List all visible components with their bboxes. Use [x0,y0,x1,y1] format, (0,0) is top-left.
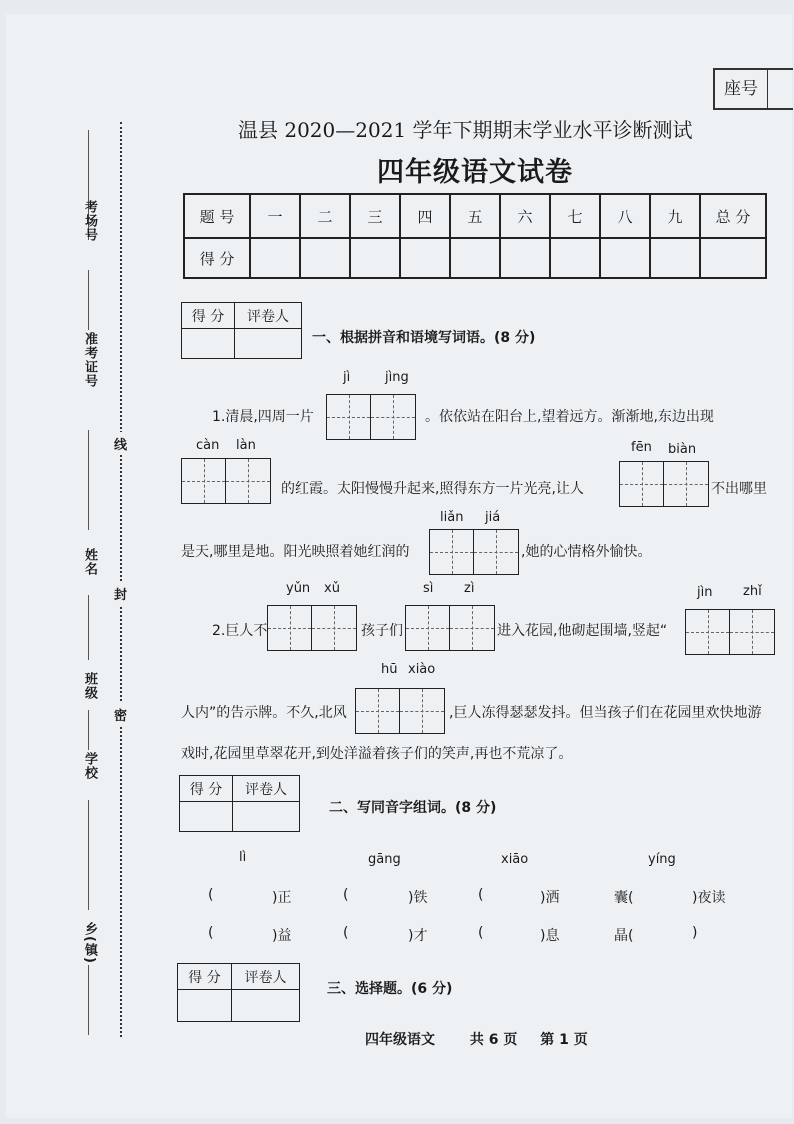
pinyin: xǔ [324,581,340,596]
side-line-3 [88,430,89,530]
footer [365,1029,588,1049]
score-table-col: 八 [600,194,650,238]
writing-grid[interactable] [429,529,519,575]
text-line: 2.巨人不 [212,623,268,639]
score-cell [450,238,500,278]
seal-dotted-line [120,122,122,1037]
writing-grid[interactable] [355,688,445,734]
word-paren: ( [478,887,484,903]
score-table-row-label: 得 分 [184,238,250,278]
text-line: 进入花园,他砌起围墙,竖起“ [497,623,668,639]
score-table-col: 七 [550,194,600,238]
score-cell [250,238,300,278]
pinyin: gāng [368,852,401,867]
footer-subject: 四年级语文 [365,1032,435,1048]
word-paren: 晶( [614,928,634,944]
grader-label: 评卷人 [233,776,300,802]
grader-label: 评卷人 [232,964,300,990]
section1-heading: 一、根据拼音和语境写词语。(8 分) [312,330,536,346]
side-label-ticket-number: 准考证号 [82,332,97,388]
pinyin: hū [381,662,398,677]
word-blank[interactable]: )益 [272,928,292,944]
seal-char-line: 线 [114,432,127,455]
score-cell [400,238,450,278]
pinyin: yǔn [286,581,311,596]
text-line: 人内”的告示牌。不久,北风 [181,705,347,721]
side-label-township: 乡(镇) [82,922,97,964]
grader-score-label: 得 分 [182,303,235,329]
grader-score-cell [182,329,235,359]
score-cell [350,238,400,278]
exam-subtitle: 四年级语文试卷 [377,157,573,188]
seal-char-secret: 密 [114,703,127,726]
word-paren: ( [208,925,214,941]
text-line: 戏时,花园里草翠花开,到处洋溢着孩子们的笑声,再也不荒凉了。 [181,746,573,762]
pinyin: càn [196,438,220,453]
side-label-school: 学校 [82,752,97,780]
pinyin: zhǐ [743,584,762,599]
word-paren: ( [343,925,349,941]
side-label-exam-room: 考场号 [82,200,97,242]
text-line: 的红霞。太阳慢慢升起来,照得东方一片光亮,让人 [281,481,584,497]
word-paren: ( [478,925,484,941]
grader-cell [232,990,300,1022]
word-blank[interactable]: )才 [408,928,428,944]
score-table-col: 九 [650,194,700,238]
section3-heading: 三、选择题。(6 分) [327,981,453,997]
pinyin: jiá [485,510,501,525]
score-cell [650,238,700,278]
pinyin: liǎn [440,510,464,525]
writing-grid[interactable] [685,609,775,655]
side-line-2 [88,270,89,330]
score-table [183,193,767,279]
pinyin: sì [423,581,434,596]
word-paren: 囊( [614,890,634,906]
score-table-col: 三 [350,194,400,238]
side-line-4 [88,595,89,660]
text-line: 不出哪里 [711,481,767,497]
pinyin: zì [464,581,475,596]
side-line-6 [88,800,89,910]
text-line: 孩子们 [361,623,403,639]
pinyin: jìng [385,370,409,385]
side-label-name: 姓名 [82,548,97,576]
grader-box-2 [179,775,300,832]
word-blank[interactable]: )夜读 [692,890,726,906]
score-table-header: 题 号 [184,194,250,238]
word-blank[interactable]: )正 [272,890,292,906]
side-label-class: 班级 [82,672,97,700]
score-cell [300,238,350,278]
writing-grid[interactable] [267,605,357,651]
grader-box-1 [181,302,302,359]
score-table-col: 六 [500,194,550,238]
text-line: 是天,哪里是地。阳光映照着她红润的 [181,544,410,560]
grader-label: 评卷人 [235,303,302,329]
score-table-col: 一 [250,194,300,238]
word-paren: ( [343,887,349,903]
pinyin: biàn [668,442,697,457]
score-cell [550,238,600,278]
exam-title: 温县 2020—2021 学年下期期末学业水平诊断测试 [238,118,693,142]
pinyin: jìn [697,585,713,600]
grader-score-cell [178,990,232,1022]
writing-grid[interactable] [405,605,495,651]
grader-score-cell [180,802,233,832]
score-table-col-total: 总 分 [700,194,766,238]
text-line: 1.清晨,四周一片 [212,409,314,425]
side-line-7 [88,965,89,1035]
pinyin: làn [236,438,256,453]
pinyin: xiào [408,662,436,677]
grader-score-label: 得 分 [178,964,232,990]
score-cell [700,238,766,278]
grader-cell [233,802,300,832]
word-blank[interactable]: )洒 [540,890,560,906]
seat-number-box [713,68,793,110]
pinyin: fēn [631,440,652,455]
seal-char-seal: 封 [114,582,127,605]
score-cell [500,238,550,278]
text-line: ,巨人冻得瑟瑟发抖。但当孩子们在花园里欢快地游 [449,705,762,721]
score-table-col: 五 [450,194,500,238]
score-cell [600,238,650,278]
grader-box-3 [177,963,300,1022]
writing-grid[interactable] [619,461,709,507]
word-blank[interactable]: )息 [540,928,560,944]
word-blank[interactable]: ) [692,925,698,941]
text-line: 。依依站在阳台上,望着远方。渐渐地,东边出现 [425,409,714,425]
writing-grid[interactable] [326,394,416,440]
grader-cell [235,329,302,359]
pinyin: jì [343,370,351,385]
text-line: ,她的心情格外愉快。 [521,544,652,560]
grader-score-label: 得 分 [180,776,233,802]
seat-label: 座号 [715,70,768,108]
footer-pages: 共 6 页 [469,1032,518,1048]
pinyin: lì [239,850,247,865]
side-line-5 [88,710,89,750]
section2-heading: 二、写同音字组词。(8 分) [329,800,497,816]
word-blank[interactable]: )铁 [408,890,428,906]
footer-page: 第 1 页 [540,1032,588,1048]
word-paren: ( [208,887,214,903]
score-table-col: 二 [300,194,350,238]
score-table-col: 四 [400,194,450,238]
pinyin: yíng [648,852,676,867]
pinyin: xiāo [501,852,529,867]
writing-grid[interactable] [181,458,271,504]
